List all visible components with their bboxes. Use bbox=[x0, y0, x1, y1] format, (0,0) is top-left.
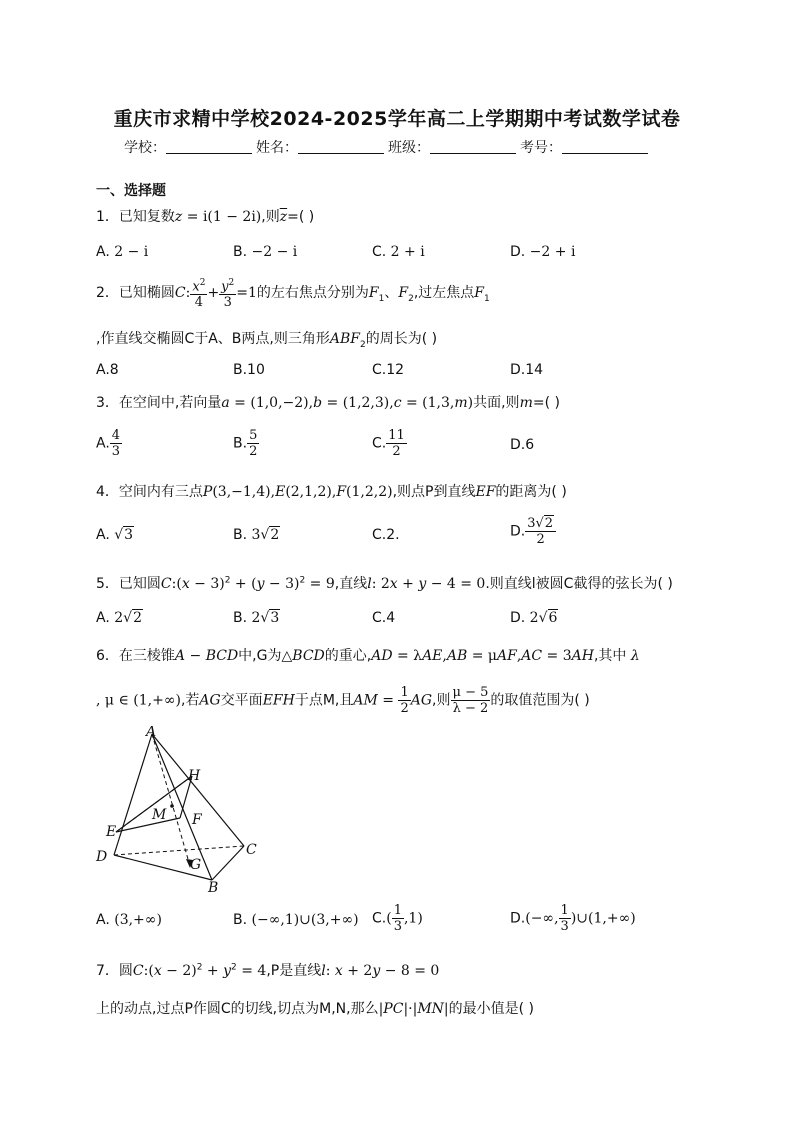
q6-option-c[interactable]: C.( $\frac{1}{3}$ ,1) bbox=[372, 903, 423, 934]
question-6-line2: , μ ∈ (1,+∞),若AG交平面EFH于点M,且AM = $\frac{1}{2}$ AG,则 $\frac{\mu - 5}{\lambda - 2}$ 的取值范围为( ) bbox=[96, 685, 590, 716]
q5-option-a[interactable]: A. 2√2 bbox=[96, 610, 142, 626]
tetrahedron-figure bbox=[92, 726, 272, 896]
section-heading: 一、选择题 bbox=[96, 183, 166, 199]
school-blank[interactable] bbox=[166, 139, 252, 154]
label-m: M bbox=[152, 807, 167, 823]
q3-option-a[interactable]: A. $\frac{4}{3}$ bbox=[96, 428, 121, 459]
q3-option-d[interactable]: D.6 bbox=[510, 437, 535, 453]
q5-option-b[interactable]: B. 2√3 bbox=[233, 610, 280, 626]
name-label: 姓名： bbox=[256, 140, 298, 156]
question-4: 4．空间内有三点P(3,−1,4),E(2,1,2),F(1,2,2),则点P到直线EF的距离为( ) bbox=[96, 484, 567, 500]
q6-option-a[interactable]: A. (3,+∞) bbox=[96, 912, 162, 928]
name-blank[interactable] bbox=[298, 139, 384, 154]
line-ag bbox=[152, 734, 190, 866]
label-d: D bbox=[96, 849, 108, 865]
label-c: C bbox=[246, 842, 257, 858]
question-6: 6．在三棱锥A − BCD中,G为△BCD的重心,AD = λAE,AB = μAF,AC = 3AH,其中 λ bbox=[96, 648, 640, 664]
q3-option-b[interactable]: B. $\frac{5}{2}$ bbox=[233, 428, 258, 459]
q4-option-d[interactable]: D. $\frac{3√2}{2}$ bbox=[510, 516, 556, 547]
point-m bbox=[170, 804, 174, 808]
q2-option-a[interactable]: A.8 bbox=[96, 362, 119, 378]
class-label: 班级： bbox=[388, 140, 430, 156]
label-h: H bbox=[188, 768, 201, 784]
question-7: 7．圆C:(x − $2)^2 + y^2 = 4,P$是直线l: x + 2y − 8 = 0 bbox=[96, 962, 440, 979]
label-g: G bbox=[190, 857, 202, 873]
q1-option-b[interactable]: B. −2 − i bbox=[233, 244, 298, 260]
school-label: 学校： bbox=[124, 140, 166, 156]
edge-dc-hidden bbox=[114, 846, 244, 855]
q6-option-b[interactable]: B. (−∞,1)∪(3,+∞) bbox=[233, 912, 359, 928]
class-blank[interactable] bbox=[430, 139, 516, 154]
question-7-line2: 上的动点,过点P作圆C的切线,切点为M,N,那么|PC|·|MN|的最小值是( ) bbox=[96, 1001, 535, 1017]
q2-option-c[interactable]: C.12 bbox=[372, 362, 405, 378]
edge-ad bbox=[114, 734, 152, 855]
q2-option-b[interactable]: B.10 bbox=[233, 362, 265, 378]
student-info-row bbox=[124, 137, 652, 157]
label-b: B bbox=[208, 880, 219, 896]
q5-option-d[interactable]: D. 2√6 bbox=[510, 610, 558, 626]
question-1: 1．已知复数z = i(1 − 2i),则$\overline{z}=$( ) bbox=[96, 209, 315, 225]
number-label: 考号： bbox=[520, 140, 562, 156]
edge-bc bbox=[212, 846, 244, 880]
q1-option-d[interactable]: D. −2 + i bbox=[510, 244, 576, 260]
number-blank[interactable] bbox=[562, 139, 648, 154]
question-2: 2．已知椭圆C: $\frac{x^2}{4}$ + $\frac{y^2}{3}$ =1的左右焦点分别为$F_1$、$F_2$,过左焦点$F_1$ bbox=[96, 278, 490, 311]
question-5: 5．已知圆C:(x − $3)^2 + (y - 3)^2 = 9$,直线l: 2x + y − 4 = 0.则直线l被圆C截得的弦长为( ) bbox=[96, 575, 673, 592]
q3-option-c[interactable]: C. $\frac{11}{2}$ bbox=[372, 428, 405, 459]
q2-option-d[interactable]: D.14 bbox=[510, 362, 544, 378]
q6-option-d[interactable]: D.(−∞, $\frac{1}{3}$ )∪(1,+∞) bbox=[510, 903, 636, 934]
label-e: E bbox=[106, 824, 117, 840]
edge-ac bbox=[152, 734, 244, 846]
exam-title: 重庆市求精中学校2024-2025学年高二上学期期中考试数学试卷 bbox=[113, 108, 681, 130]
label-a: A bbox=[146, 726, 157, 740]
q5-option-c[interactable]: C.4 bbox=[372, 610, 396, 626]
label-f: F bbox=[192, 812, 202, 828]
q4-option-b[interactable]: B. 3√2 bbox=[233, 527, 280, 543]
q4-option-c[interactable]: C.2. bbox=[372, 527, 400, 543]
q4-option-a[interactable]: A. √3 bbox=[96, 527, 134, 543]
question-2-line2: ,作直线交椭圆C于A、B两点,则三角形$ABF_2$的周长为( ) bbox=[96, 331, 438, 350]
question-3: 3．在空间中,若向量a = (1,0,−2),b = (1,2,3),c = (1,3,m)共面,则m=( ) bbox=[96, 395, 560, 411]
q1-option-c[interactable]: C. 2 + i bbox=[372, 244, 425, 260]
q1-option-a[interactable]: A. 2 − i bbox=[96, 244, 149, 260]
